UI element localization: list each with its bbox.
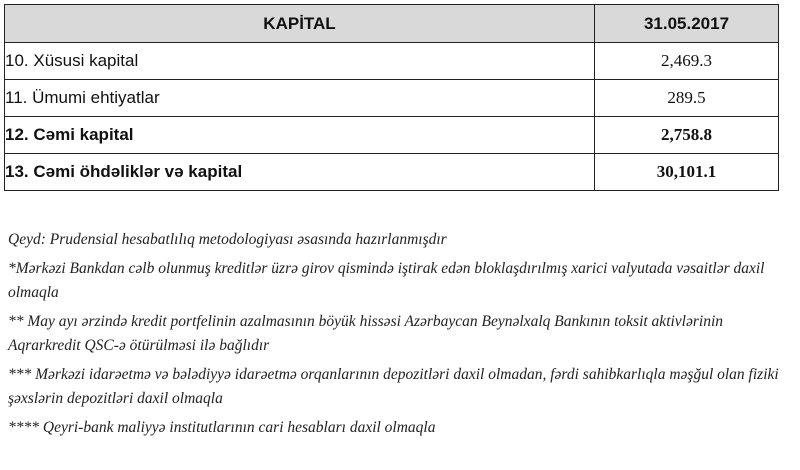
footnote-3: *** Mərkəzi idarəetmə və bələdiyyə idarəetmə orqanlarının depozitləri daxil olmadan, fərdi sahibkarlıqla məşğul olan fiziki şəxslərin depozitləri daxil olmaqla bbox=[8, 366, 779, 407]
capital-table-container bbox=[4, 4, 778, 191]
row-label: 11. Ümumi ehtiyatlar bbox=[5, 80, 595, 117]
row-label: 10. Xüsusi kapital bbox=[5, 43, 595, 80]
row-value: 30,101.1 bbox=[595, 154, 779, 191]
row-label: 13. Cəmi öhdəliklər və kapital bbox=[5, 154, 595, 191]
footnote-1: *Mərkəzi Bankdan cəlb olunmuş kreditlər üzrə girov qismində iştirak edən bloklaşdırılmış xarici valyutada vəsaitlər daxil olmaqla bbox=[8, 260, 765, 301]
footnote-methodology: Qeyd: Prudensial hesabatlılıq metodologiyası əsasında hazırlanmışdır bbox=[8, 231, 447, 248]
header-label: KAPİTAL bbox=[5, 5, 595, 43]
capital-table bbox=[4, 4, 779, 191]
table-header-row bbox=[5, 5, 779, 43]
row-value: 289.5 bbox=[595, 80, 779, 117]
table-row bbox=[5, 117, 779, 154]
table-row bbox=[5, 80, 779, 117]
footnote-4: **** Qeyri-bank maliyyə institutlarının cari hesabları daxil olmaqla bbox=[8, 419, 436, 436]
table-row bbox=[5, 43, 779, 80]
row-label: 12. Cəmi kapital bbox=[5, 117, 595, 154]
table-row bbox=[5, 154, 779, 191]
footnote-2: ** May ayı ərzində kredit portfelinin azalmasının böyük hissəsi Azərbaycan Beynəlxalq Bankının toksit aktivlərinin Aqrarkredit QSC-ə ötürülməsi ilə bağlıdır bbox=[8, 313, 724, 354]
row-value: 2,469.3 bbox=[595, 43, 779, 80]
header-date: 31.05.2017 bbox=[595, 5, 779, 43]
row-value: 2,758.8 bbox=[595, 117, 779, 154]
footnotes bbox=[8, 228, 788, 445]
